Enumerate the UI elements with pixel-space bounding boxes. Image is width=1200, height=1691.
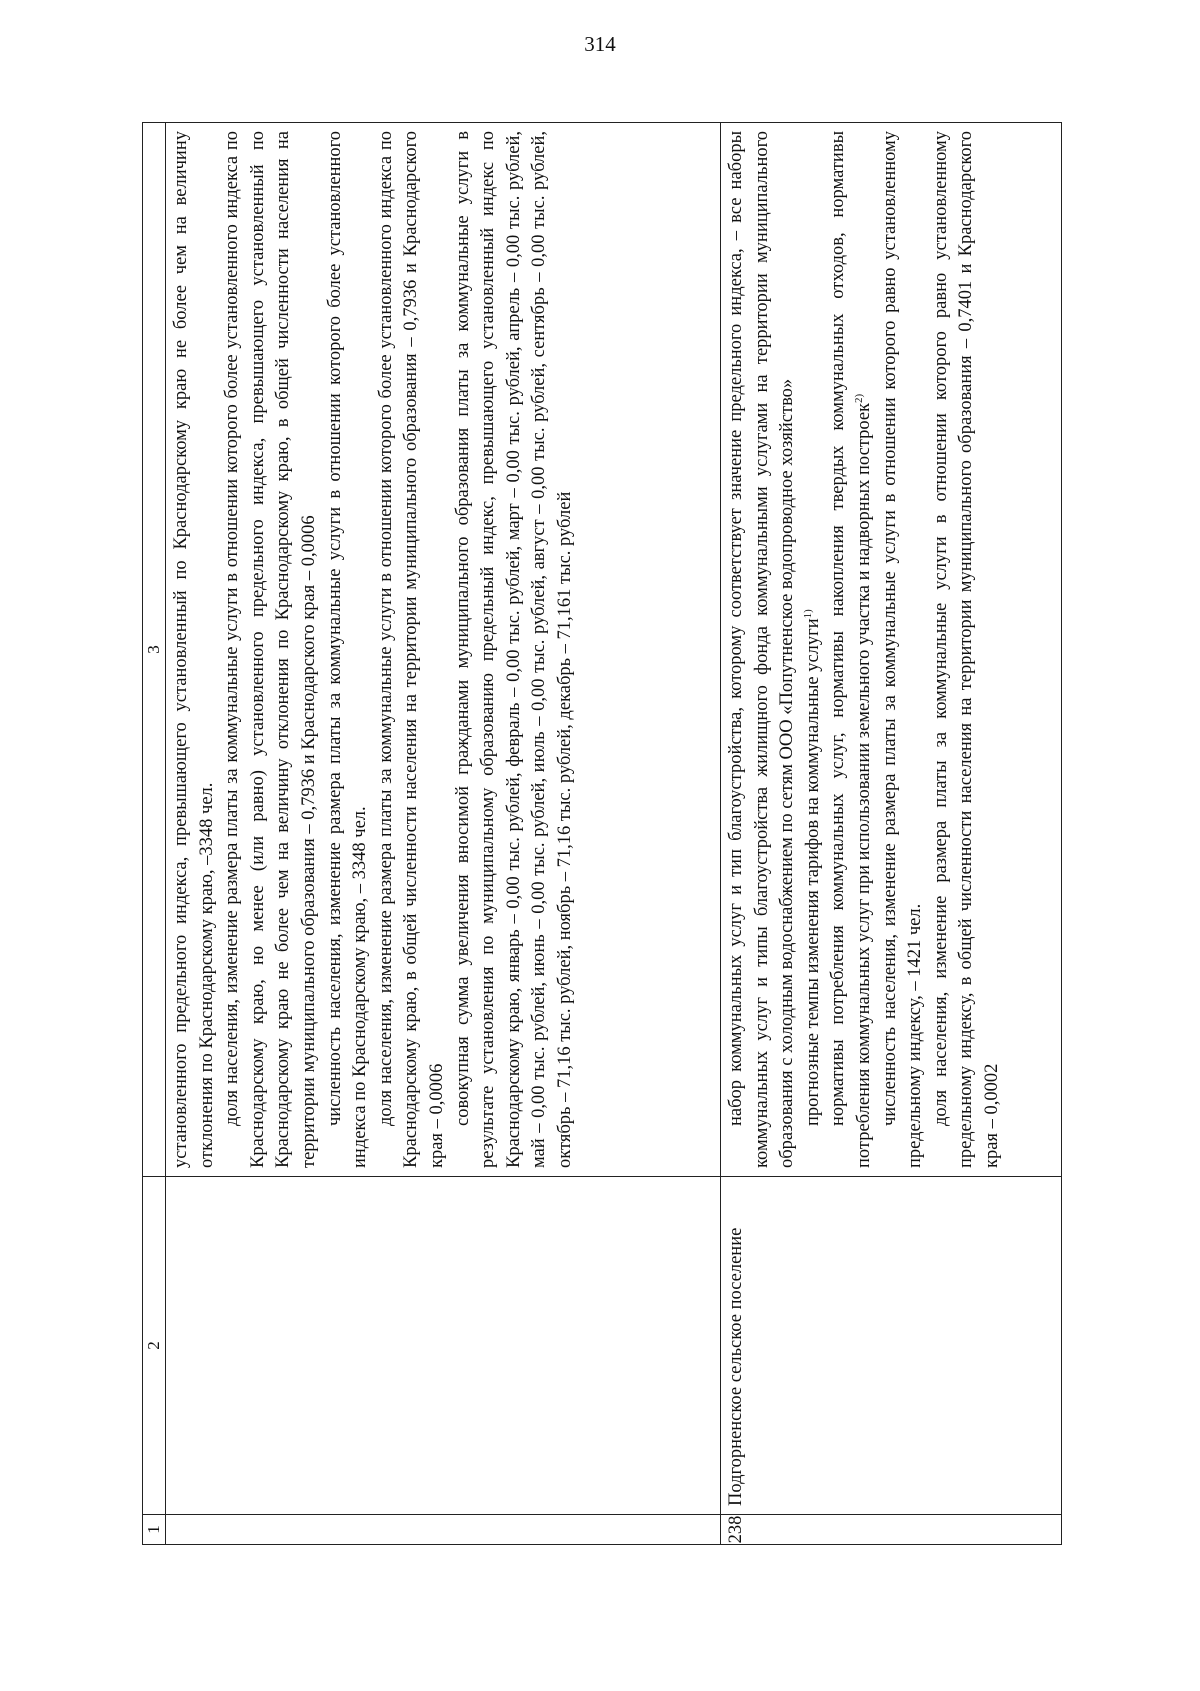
detail-text: доля населения, изменение размера платы за коммунальные услуги в отношении которого равно установленному предельному индексу, в общей численности населения на территории муниципального образования – 0,7401 и Краснодарского края – 0,0002 (930, 131, 1002, 1168)
detail-paragraph (724, 131, 801, 1168)
table-header-row (143, 123, 166, 1545)
detail-paragraph: установленного предельного индекса, превышающего установленный по Краснодарскому краю не более чем на величину отклонения по Краснодарскому краю, –3348 чел. (171, 131, 217, 1168)
column-header-2: 2 (143, 1177, 166, 1515)
detail-paragraph (878, 131, 929, 1168)
column-header-1: 1 (143, 1515, 166, 1545)
detail-text: набор коммунальных услуг и тип благоустройства, которому соответствует значение предельного индекса, – все наборы коммунальных услуг и типы благоустройства жилищного фонда коммунальными услугами на территории муниципального образования с холодным водоснабжением по сетям ООО «Попутненское водопроводное хозяйство» (726, 131, 798, 1168)
detail-paragraph: численность населения, изменение размера платы за коммунальные услуги в отношении которого более установленного индекса по Краснодарскому краю, – 3348 чел. (324, 131, 371, 1168)
details-cell (721, 123, 1062, 1177)
row-number-cell (166, 1515, 721, 1545)
detail-paragraph: совокупная сумма увеличения вносимой гражданами муниципального образования платы за коммунальные услуги в результате установления по муниципальному образованию предельный индекс, превышающего установленный индекс по Краснодарскому краю, январь – 0,00 тыс. рублей, февраль – 0,00 тыс. рублей, март – 0,00 тыс. рублей, апрель – 0,00 тыс. рублей, май – 0,00 тыс. рублей, июнь – 0,00 тыс. рублей, июль – 0,00 тыс. рублей, август – 0,00 тыс. рублей, сентябрь – 0,00 тыс. рублей, октябрь – 71,16 тыс. рублей, ноябрь – 71,16 тыс. рублей, декабрь – 71,161 тыс. рублей (452, 131, 575, 1168)
row-number-cell: 238 (721, 1515, 1062, 1545)
detail-paragraph: доля населения, изменение размера платы за коммунальные услуги в отношении которого более установленного индекса по Краснодарскому краю, в общей численности населения на территории муниципального образования – 0,7936 и Краснодарского края – 0,0006 (375, 131, 447, 1168)
detail-paragraph (826, 131, 877, 1168)
column-header-3: 3 (143, 123, 166, 1177)
detail-text: прогнозные темпы изменения тарифов на коммунальные услуги (802, 618, 823, 1126)
detail-paragraph: доля населения, изменение размера платы за коммунальные услуги в отношении которого более установленного индекса по Краснодарскому краю, но менее (или равно) установленного предельного индекса, превышающего установленный по Краснодарскому краю не более чем на величину отклонения по Краснодарскому краю, в общей численности населения на территории муниципального образования – 0,7936 и Краснодарского края – 0,0006 (222, 131, 319, 1168)
settlement-name-cell: Подгорненское сельское поселение (721, 1177, 1062, 1515)
document-table-rotated (142, 123, 1062, 1545)
footnote-marker: 2) (852, 393, 865, 403)
settlement-name-cell (166, 1177, 721, 1515)
page-number: 314 (584, 32, 616, 56)
table-row (166, 123, 721, 1545)
details-cell (166, 123, 721, 1177)
footnote-marker: 1) (801, 609, 814, 619)
detail-paragraph (929, 131, 1006, 1168)
detail-text: нормативы потребления коммунальных услуг, нормативы накопления твердых коммунальных отходов, нормативы потребления коммунальных услуг при использовании земельного участка и надворных построек (828, 131, 874, 1168)
table-row (721, 123, 1062, 1545)
detail-text: численность населения, изменение размера платы за коммунальные услуги в отношении которого равно установленному предельному индексу, – 1421 чел. (879, 131, 926, 1168)
detail-paragraph (801, 131, 827, 1168)
data-table (142, 122, 1062, 1545)
